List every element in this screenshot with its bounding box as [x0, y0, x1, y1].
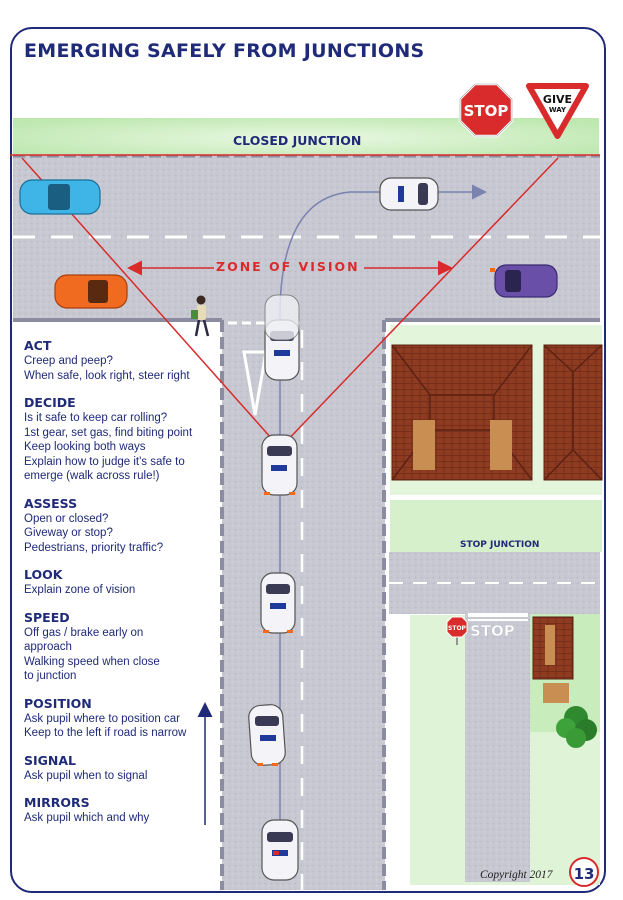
step-line: Ask pupil when to signal: [24, 769, 148, 782]
step-heading: MIRRORS: [24, 795, 90, 810]
step-line: Keep looking both ways: [24, 441, 146, 453]
stop-junction-label: STOP JUNCTION: [460, 540, 540, 550]
step-line: Ask pupil where to position car: [24, 712, 180, 725]
step-line: Giveway or stop?: [24, 527, 113, 539]
give-way-text-2: WAY: [548, 106, 567, 114]
learner-car-2: [248, 704, 286, 766]
step-line: emerge (walk across rule!): [24, 470, 160, 482]
learner-car-6: [265, 295, 299, 340]
step-mirrors: [24, 795, 214, 826]
step-position: [24, 696, 214, 741]
step-line: Off gas / brake early on: [24, 626, 144, 639]
step-heading: SIGNAL: [24, 752, 77, 768]
step-act: [24, 338, 214, 383]
learner-car-1: [262, 820, 298, 880]
road-stop-marking: STOP: [470, 622, 515, 640]
step-heading: LOOK: [24, 567, 63, 582]
blue-car: [20, 180, 100, 214]
step-line: Ask pupil which and why: [24, 812, 150, 824]
step-line: Walking speed when close: [24, 655, 160, 668]
step-line: When safe, look right, steer right: [24, 369, 190, 382]
zone-of-vision-label: ZONE OF VISION: [216, 259, 360, 274]
learner-car-4: [262, 435, 297, 495]
learner-car-turned: [380, 178, 438, 210]
learner-car-3: [261, 573, 295, 633]
side-road: [222, 320, 385, 890]
step-speed: [24, 610, 214, 684]
small-stop-sign-text: STOP: [448, 625, 466, 632]
page-title: EMERGING SAFELY FROM JUNCTIONS: [24, 40, 425, 62]
stop-sign: [460, 84, 512, 136]
orange-car: [55, 275, 127, 308]
copyright: Copyright 2017: [480, 869, 553, 881]
closed-junction-label: CLOSED JUNCTION: [233, 133, 362, 148]
step-line: Pedestrians, priority traffic?: [24, 541, 164, 554]
steps-list: [24, 338, 214, 838]
step-line: Is it safe to keep car rolling?: [24, 412, 168, 424]
step-heading: ACT: [24, 338, 52, 353]
step-line: 1st gear, set gas, find biting point: [24, 426, 193, 439]
step-assess: [24, 496, 214, 556]
step-heading: POSITION: [24, 695, 92, 711]
step-line: Open or closed?: [24, 512, 109, 525]
step-line: Explain how to judge it's safe to: [24, 455, 185, 468]
step-line: Explain zone of vision: [24, 584, 136, 596]
purple-car: [490, 265, 557, 297]
step-line: approach: [24, 641, 72, 653]
step-line: Creep and peep?: [24, 355, 113, 367]
page-number: 13: [569, 857, 599, 887]
step-heading: SPEED: [24, 609, 70, 625]
give-way-text-1: GIVE: [542, 93, 573, 106]
step-signal: [24, 753, 214, 784]
step-heading: DECIDE: [24, 395, 76, 410]
step-look: [24, 567, 214, 598]
step-decide: [24, 395, 214, 484]
step-line: Keep to the left if road is narrow: [24, 727, 187, 739]
step-line: to junction: [24, 670, 77, 682]
step-heading: ASSESS: [24, 495, 78, 511]
stop-sign-text: STOP: [463, 102, 509, 120]
